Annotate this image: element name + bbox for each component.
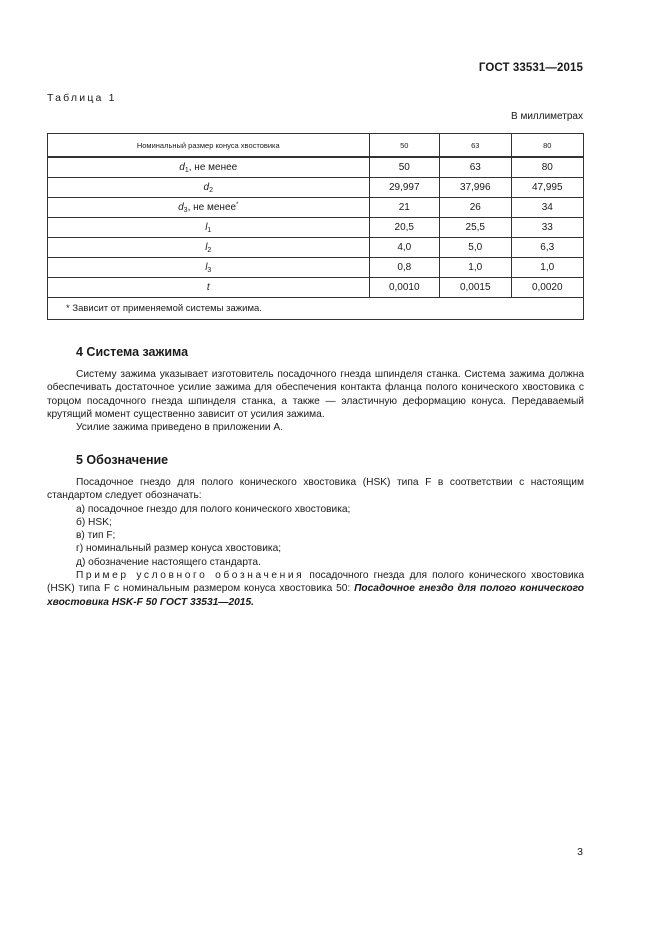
- example-paragraph: [47, 569, 584, 609]
- section-5-body: [47, 476, 584, 609]
- table-cell: 21: [369, 198, 440, 218]
- table-cell: 6,3: [511, 238, 584, 258]
- row-parameter: $d_2$: [48, 178, 370, 198]
- table-units: В миллиметрах: [511, 111, 583, 122]
- example-label: Пример условного обозначения: [76, 570, 305, 582]
- paragraph: Усилие зажима приведено в приложении А.: [76, 422, 284, 434]
- header-size: 80: [511, 134, 584, 158]
- document-header: ГОСТ 33531—2015: [478, 62, 583, 74]
- row-parameter: $d_3$, не менее*: [48, 198, 370, 218]
- table-row: [48, 278, 584, 298]
- table-cell: 26: [440, 198, 511, 218]
- row-parameter: $l_2$: [48, 238, 370, 258]
- table-cell: 50: [369, 157, 440, 178]
- paragraph: Посадочное гнездо для полого конического хвостовика (HSK) типа F в соответствии с настоящим стандартом следует обозначать:: [47, 477, 584, 502]
- table-row: [48, 198, 584, 218]
- table-footnote-row: [48, 298, 584, 320]
- table-cell: 5,0: [440, 238, 511, 258]
- header-size: 63: [440, 134, 511, 158]
- table-title: Таблица 1: [47, 92, 117, 104]
- table-cell: 25,5: [440, 218, 511, 238]
- header-label: Номинальный размер конуса хвостовика: [48, 134, 370, 158]
- table-cell: 34: [511, 198, 584, 218]
- table-cell: 0,0010: [369, 278, 440, 298]
- table-cell: 47,995: [511, 178, 584, 198]
- table-cell: 1,0: [511, 258, 584, 278]
- list-item: а) посадочное гнездо для полого конического хвостовика;: [76, 503, 351, 515]
- table-cell: 0,8: [369, 258, 440, 278]
- header-size: 50: [369, 134, 440, 158]
- section-5-heading: 5 Обозначение: [76, 453, 169, 467]
- list-item: д) обозначение настоящего стандарта.: [76, 556, 261, 568]
- section-4-heading: 4 Система зажима: [76, 345, 189, 359]
- table-cell: 37,996: [440, 178, 511, 198]
- list-item: в) тип F;: [76, 530, 116, 542]
- table-row: [48, 238, 584, 258]
- section-4-body: [47, 368, 584, 434]
- table-footnote: * Зависит от применяемой системы зажима.: [48, 298, 584, 320]
- row-parameter: $l_3$: [48, 258, 370, 278]
- table-cell: 4,0: [369, 238, 440, 258]
- row-parameter: t: [48, 278, 370, 298]
- table-header-row: [48, 134, 584, 158]
- table-cell: 20,5: [369, 218, 440, 238]
- row-parameter: $l_1$: [48, 218, 370, 238]
- table-cell: 29,997: [369, 178, 440, 198]
- table-row: [48, 258, 584, 278]
- table-row: [48, 157, 584, 178]
- table-cell: 80: [511, 157, 584, 178]
- table-cell: 1,0: [440, 258, 511, 278]
- row-parameter: $d_1$, не менее: [48, 157, 370, 178]
- page-number: 3: [577, 846, 583, 858]
- table-row: [48, 178, 584, 198]
- table-cell: 0,0020: [511, 278, 584, 298]
- example-text: посадочного гнезда для полого конического хвостовика (HSK) типа F с номинальным размером конуса хвостовика 50:: [47, 570, 584, 595]
- table-cell: 33: [511, 218, 584, 238]
- dimensions-table: [47, 133, 584, 320]
- paragraph: Систему зажима указывает изготовитель посадочного гнезда шпинделя станка. Система зажима должна обеспечивать достаточное усилие зажима для обеспечения контакта фланца полого конического хвостовика с торцом посадочного гнезда шпинделя станка, а также — эластичную деформацию конуса. Передаваемый крутящий момент существенно зависит от усилия зажима.: [47, 369, 584, 420]
- example-designation: Посадочное гнездо для полого конического хвостовика HSK-F 50 ГОСТ 33531—2015.: [47, 583, 584, 608]
- table-row: [48, 218, 584, 238]
- list-item: б) HSK;: [76, 516, 112, 528]
- table-cell: 0,0015: [440, 278, 511, 298]
- table-cell: 63: [440, 157, 511, 178]
- list-item: г) номинальный размер конуса хвостовика;: [76, 543, 282, 555]
